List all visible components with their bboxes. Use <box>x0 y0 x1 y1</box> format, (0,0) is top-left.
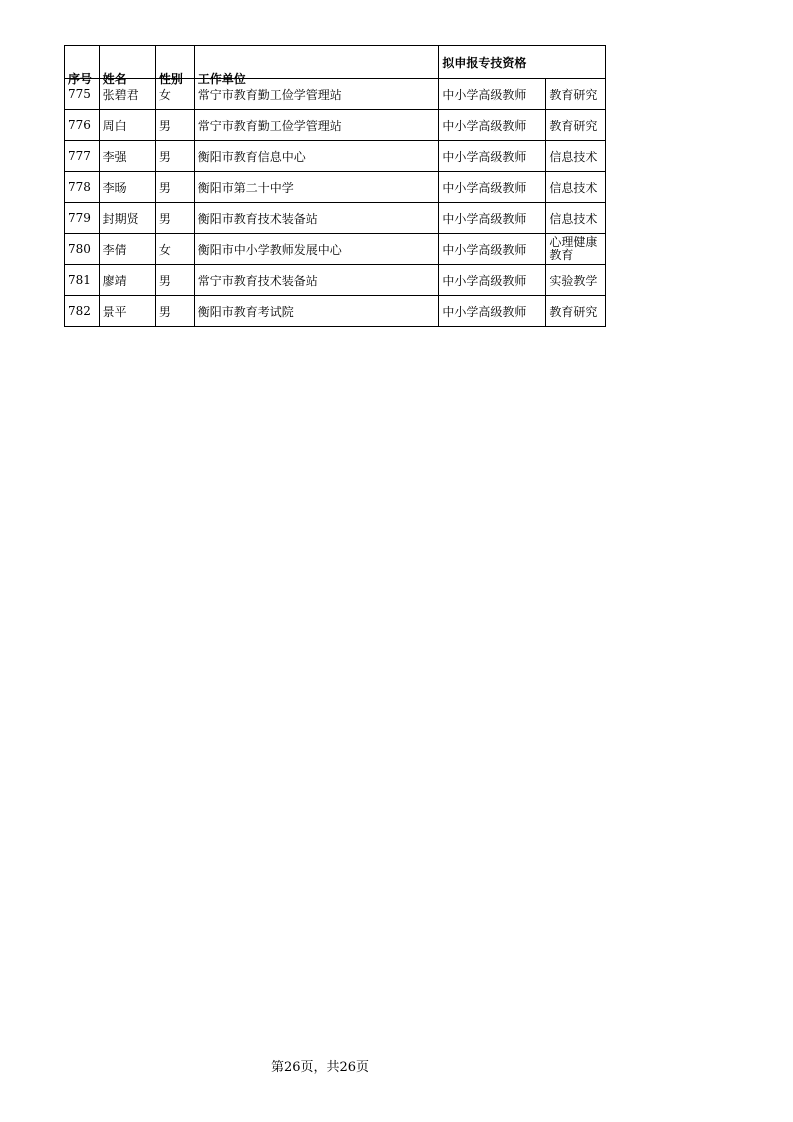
table-row <box>65 265 606 296</box>
table-row <box>65 110 606 141</box>
cell-subject: 信息技术 <box>546 172 606 203</box>
cell-gender: 男 <box>155 296 194 327</box>
table-row <box>65 296 606 327</box>
cell-gender: 女 <box>155 234 194 265</box>
cell-no: 775 <box>65 79 100 110</box>
cell-subject: 实验教学 <box>546 265 606 296</box>
cell-name: 廖靖 <box>99 265 155 296</box>
cell-name: 李旸 <box>99 172 155 203</box>
cell-name: 张碧君 <box>99 79 155 110</box>
cell-name: 李倩 <box>99 234 155 265</box>
cell-unit: 衡阳市教育信息中心 <box>194 141 439 172</box>
cell-no: 780 <box>65 234 100 265</box>
header-qualification: 拟申报专技资格 <box>439 46 606 79</box>
header-no: 序号 <box>65 46 100 79</box>
cell-gender: 男 <box>155 110 194 141</box>
cell-level: 中小学高级教师 <box>439 110 546 141</box>
page-footer: 第26页，共26页 <box>270 1060 370 1075</box>
table-row <box>65 234 606 265</box>
cell-gender: 女 <box>155 79 194 110</box>
cell-no: 776 <box>65 110 100 141</box>
cell-unit: 常宁市教育勤工俭学管理站 <box>194 79 439 110</box>
cell-name: 景平 <box>99 296 155 327</box>
cell-gender: 男 <box>155 203 194 234</box>
table-header-row <box>65 46 606 79</box>
cell-level: 中小学高级教师 <box>439 234 546 265</box>
cell-level: 中小学高级教师 <box>439 79 546 110</box>
cell-unit: 衡阳市第二十中学 <box>194 172 439 203</box>
cell-no: 779 <box>65 203 100 234</box>
cell-gender: 男 <box>155 141 194 172</box>
table-body <box>65 79 606 327</box>
cell-gender: 男 <box>155 265 194 296</box>
cell-no: 781 <box>65 265 100 296</box>
cell-level: 中小学高级教师 <box>439 265 546 296</box>
cell-subject: 教育研究 <box>546 110 606 141</box>
cell-subject: 心理健康教育 <box>546 234 606 265</box>
cell-subject: 教育研究 <box>546 79 606 110</box>
table-row <box>65 141 606 172</box>
cell-unit: 常宁市教育技术装备站 <box>194 265 439 296</box>
cell-no: 782 <box>65 296 100 327</box>
cell-subject: 信息技术 <box>546 203 606 234</box>
cell-unit: 衡阳市中小学教师发展中心 <box>194 234 439 265</box>
cell-name: 李强 <box>99 141 155 172</box>
cell-no: 777 <box>65 141 100 172</box>
qualification-table <box>64 45 606 327</box>
personnel-table-page <box>64 45 606 327</box>
cell-name: 周白 <box>99 110 155 141</box>
cell-name: 封期贤 <box>99 203 155 234</box>
cell-gender: 男 <box>155 172 194 203</box>
cell-level: 中小学高级教师 <box>439 172 546 203</box>
header-name: 姓名 <box>99 46 155 79</box>
cell-unit: 常宁市教育勤工俭学管理站 <box>194 110 439 141</box>
cell-level: 中小学高级教师 <box>439 296 546 327</box>
cell-unit: 衡阳市教育技术装备站 <box>194 203 439 234</box>
table-row <box>65 79 606 110</box>
cell-level: 中小学高级教师 <box>439 203 546 234</box>
cell-subject: 信息技术 <box>546 141 606 172</box>
table-row <box>65 203 606 234</box>
cell-no: 778 <box>65 172 100 203</box>
cell-unit: 衡阳市教育考试院 <box>194 296 439 327</box>
header-gender: 性别 <box>155 46 194 79</box>
header-unit: 工作单位 <box>194 46 439 79</box>
cell-subject: 教育研究 <box>546 296 606 327</box>
cell-level: 中小学高级教师 <box>439 141 546 172</box>
table-row <box>65 172 606 203</box>
